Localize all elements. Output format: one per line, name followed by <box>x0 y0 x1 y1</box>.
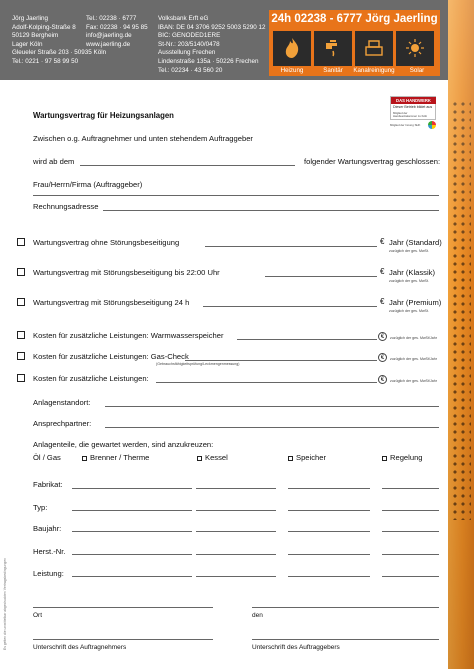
euro-circle-icon: € <box>378 353 387 362</box>
option-klassik-label: Wartungsvertrag mit Störungsbeseitigung bis 22:00 Uhr <box>33 268 220 277</box>
date-label: den <box>252 612 263 619</box>
fabrikat-label: Fabrikat: <box>33 480 63 489</box>
warehouse-address: Gleueler Straße 203 · 50935 Köln <box>12 49 107 57</box>
component-field[interactable] <box>72 488 192 489</box>
showroom-phone: Tel.: 02234 · 43 560 20 <box>158 66 223 74</box>
component-field[interactable] <box>288 510 370 511</box>
tile-label-solar: Solar <box>409 67 425 74</box>
component-field[interactable] <box>196 531 276 532</box>
option-klassik-price: Jahr (Klassik) <box>389 268 435 277</box>
oel-gas-label: Öl / Gas <box>33 453 61 462</box>
regelung-label: Regelung <box>390 453 423 462</box>
showroom-address: Lindenstraße 135a · 50226 Frechen <box>158 57 259 65</box>
option-zusatz-line[interactable] <box>156 382 377 383</box>
contractor-signature-label: Unterschrift des Auftragnehmers <box>33 644 127 651</box>
component-field[interactable] <box>382 531 439 532</box>
option-warmwasser-label: Kosten für zusätzliche Leistungen: Warmwasserspeicher <box>33 331 224 340</box>
option-warmwasser-note: zuzüglich der ges. MwSt/Jahr <box>390 336 437 340</box>
place-label: Ort <box>33 612 43 619</box>
client-label: Frau/Herrn/Firma (Auftraggeber) <box>33 180 143 189</box>
euro-sign: € <box>380 297 385 306</box>
component-field[interactable] <box>72 531 192 532</box>
option-klassik-note: zuzüglich der ges. MwSt. <box>389 279 429 283</box>
phone: Tel.: 02238 · 6777 <box>86 15 137 22</box>
checkbox-brenner[interactable] <box>82 456 87 461</box>
bic: BIC: GENODED1ERE <box>158 32 221 40</box>
option-klassik-line[interactable] <box>265 276 377 277</box>
component-field[interactable] <box>288 531 370 532</box>
brenner-label: Brenner / Therme <box>90 453 150 462</box>
contact-person-label: Ansprechpartner: <box>33 419 92 428</box>
euro-sign: € <box>380 267 385 276</box>
option-zusatz-note: zuzüglich der ges. MwSt/Jahr <box>390 379 437 383</box>
euro-circle-icon: € <box>378 375 387 384</box>
option-premium-line[interactable] <box>203 306 377 307</box>
start-date-field[interactable] <box>80 165 295 166</box>
badge-title: DAS HANDWERK <box>391 97 436 104</box>
component-field[interactable] <box>72 576 192 577</box>
tile-label-sanitary: Sanitär <box>323 67 343 74</box>
handwerk-badge <box>390 96 436 120</box>
fax: Fax: 02238 · 94 95 85 <box>86 23 148 31</box>
component-field[interactable] <box>382 488 439 489</box>
brand-title: 24h 02238 - 6777 Jörg Jaerling <box>271 13 438 25</box>
decorative-strip <box>448 0 474 669</box>
typ-label: Typ: <box>33 503 48 512</box>
checkbox-standard[interactable] <box>17 238 25 246</box>
location-field[interactable] <box>105 406 439 407</box>
website: www.jaerling.de <box>86 40 131 48</box>
component-field[interactable] <box>382 576 439 577</box>
option-premium-note: zuzüglich der ges. MwSt. <box>389 309 429 313</box>
option-standard-label: Wartungsvertrag ohne Störungsbeseitigung <box>33 238 180 247</box>
component-field[interactable] <box>288 554 370 555</box>
option-gascheck-label: Kosten für zusätzliche Leistungen: Gas-Check <box>33 352 189 361</box>
pipe-icon <box>355 31 393 66</box>
company-bank <box>158 15 265 75</box>
tile-label-drain: Kanalreinigung <box>353 67 395 74</box>
date-field[interactable] <box>252 607 439 608</box>
innung-seal-icon <box>428 121 436 129</box>
warehouse-label: Lager Köln <box>12 40 43 48</box>
address-city: 50129 Bergheim <box>12 32 59 40</box>
form-title: Wartungsvertrag für Heizungsanlagen <box>33 111 174 120</box>
iban: IBAN: DE 04 3706 9252 5003 5290 12 <box>158 23 266 31</box>
tile-label-heating: Heizung <box>280 67 304 74</box>
component-field[interactable] <box>196 576 276 577</box>
checkbox-klassik[interactable] <box>17 268 25 276</box>
component-field[interactable] <box>72 510 192 511</box>
component-field[interactable] <box>288 488 370 489</box>
component-field[interactable] <box>382 510 439 511</box>
component-field[interactable] <box>288 576 370 577</box>
option-standard-line[interactable] <box>205 246 377 247</box>
kessel-label: Kessel <box>205 453 228 462</box>
tax-number: St-Nr.: 203/5140/0478 <box>158 40 220 48</box>
euro-circle-icon: € <box>378 332 387 341</box>
hersteller-nr-label: Herst.-Nr. <box>33 547 66 556</box>
speicher-label: Speicher <box>296 453 326 462</box>
flame-icon <box>273 31 311 66</box>
option-gascheck-note: zuzüglich der ges. MwSt/Jahr <box>390 357 437 361</box>
checkbox-regelung[interactable] <box>382 456 387 461</box>
place-date-field[interactable] <box>33 607 213 608</box>
checkbox-warmwasser[interactable] <box>17 331 25 339</box>
option-gascheck-line[interactable] <box>185 360 377 361</box>
client-field[interactable] <box>33 195 439 196</box>
option-standard-price: Jahr (Standard) <box>389 238 442 247</box>
location-label: Anlagenstandort: <box>33 398 91 407</box>
contract-closed-text: folgender Wartungsvertrag geschlossen: <box>304 157 441 166</box>
innung-seal-text: Mitglied der Innung SHK <box>390 123 421 127</box>
address-street: Adolf-Kolping-Straße 8 <box>12 23 76 31</box>
client-signature-label: Unterschrift des Auftraggebers <box>252 644 340 651</box>
contact-person-field[interactable] <box>105 427 439 428</box>
bank-name: Volksbank Erft eG <box>158 15 209 22</box>
start-date-label: wird ab dem <box>33 157 75 166</box>
company-name: Jörg Jaerling <box>12 15 49 22</box>
billing-address-label: Rechnungsadresse <box>33 202 99 211</box>
side-note: Es gelten die unmittelbar abgedruckten Vertragsbedingungen <box>3 558 7 650</box>
option-premium-price: Jahr (Premium) <box>389 298 442 307</box>
component-field[interactable] <box>382 554 439 555</box>
faucet-icon <box>314 31 352 66</box>
leistung-label: Leistung: <box>33 569 64 578</box>
warehouse-phone: Tel.: 0221 · 97 58 99 50 <box>12 57 79 65</box>
client-signature-field[interactable] <box>252 639 439 640</box>
component-field[interactable] <box>196 554 276 555</box>
intro-text: Zwischen o.g. Auftragnehmer und unten stehendem Auftraggeber <box>33 134 253 143</box>
company-contact <box>86 15 148 49</box>
contractor-signature-field[interactable] <box>33 639 213 640</box>
checkbox-kessel[interactable] <box>197 456 202 461</box>
option-zusatz-label: Kosten für zusätzliche Leistungen: <box>33 374 149 383</box>
billing-address-field[interactable] <box>103 210 439 211</box>
component-field[interactable] <box>196 488 276 489</box>
component-field[interactable] <box>196 510 276 511</box>
checkbox-speicher[interactable] <box>288 456 293 461</box>
components-label: Anlagenteile, die gewartet werden, sind anzukreuzen: <box>33 440 214 449</box>
checkbox-gascheck[interactable] <box>17 352 25 360</box>
option-premium-label: Wartungsvertrag mit Störungsbeseitigung 24 h <box>33 298 190 307</box>
email: info@jaerling.de <box>86 32 132 40</box>
badge-line1: Dieser Betrieb bildet aus <box>393 105 433 109</box>
option-standard-note: zuzüglich der ges. MwSt. <box>389 249 429 253</box>
option-warmwasser-line[interactable] <box>237 339 377 340</box>
showroom-label: Ausstellung Frechen <box>158 49 216 57</box>
component-field[interactable] <box>72 554 192 555</box>
option-gascheck-sub: (Gebrauchsfähigkeitsprüfung/Leckmengenmessung) <box>156 362 240 366</box>
sun-icon <box>396 31 434 66</box>
euro-sign: € <box>380 237 385 246</box>
badge-line2: Mitglied der Handwerkskammer zu Köln <box>393 111 428 119</box>
baujahr-label: Baujahr: <box>33 524 62 533</box>
checkbox-zusatz[interactable] <box>17 374 25 382</box>
checkbox-premium[interactable] <box>17 298 25 306</box>
